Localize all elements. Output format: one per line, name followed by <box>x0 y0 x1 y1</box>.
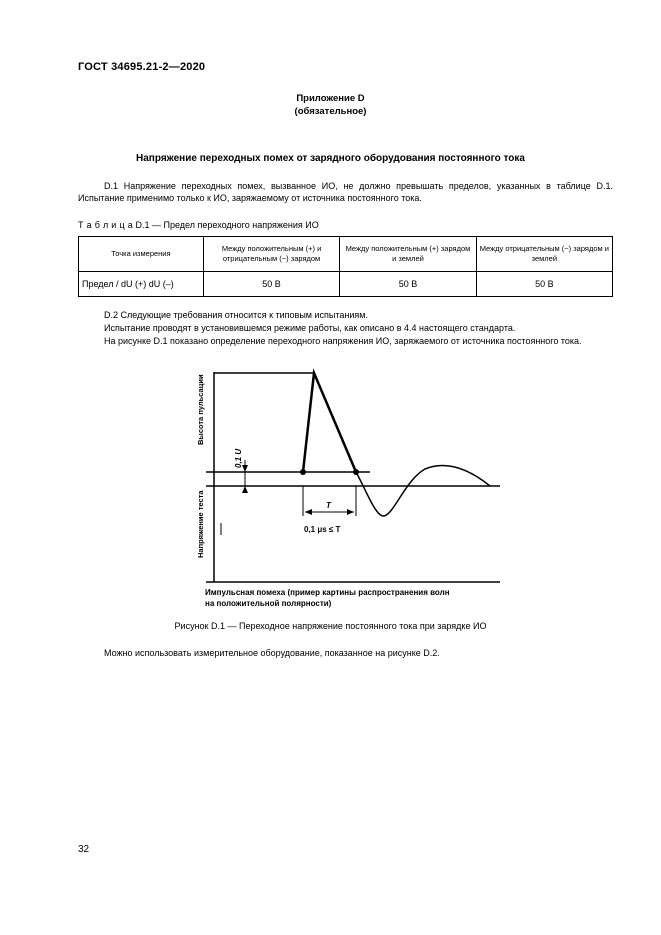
figure-note-line1: Импульсная помеха (пример картины распространения волн <box>205 588 450 597</box>
pulse-shape <box>303 373 356 472</box>
table-header-cell: Между положительным (+) зарядом и землей <box>340 237 476 272</box>
pulse-start-dot <box>300 469 306 475</box>
annex-status: (обязательное) <box>294 106 367 117</box>
table-cell: Предел / dU (+) dU (–) <box>79 272 204 297</box>
page-number: 32 <box>78 844 90 855</box>
paragraph-operating-mode: Испытание проводят в установившемся режиме работы, как описано в 4.4 настоящего стандарта. <box>104 323 516 333</box>
interval-label: T <box>326 501 331 510</box>
table-caption-text: D.1 — Предел переходного напряжения ИО <box>135 220 319 230</box>
level-label: 0,1 U <box>234 448 243 468</box>
annex-title: Приложение D <box>296 93 365 104</box>
table-cell: 50 В <box>340 272 476 297</box>
table-header-cell: Между отрицательным (−) зарядом и землей <box>476 237 612 272</box>
arrow-head-left <box>305 509 312 515</box>
figure-caption: Рисунок D.1 — Переходное напряжение постоянного тока при зарядке ИО <box>174 621 487 631</box>
figure-note-line2: на положительной полярности) <box>205 599 332 608</box>
table-header-cell: Точка измерения <box>79 237 204 272</box>
section-title: Напряжение переходных помех от зарядного оборудования постоянного тока <box>136 153 525 164</box>
table-caption-label: Т а б л и ц а <box>78 220 133 230</box>
paragraph-d1: D.1 Напряжение переходных помех, вызванное ИО, не должно превышать пределов, указанных в таблице D.1. Испытание применимо только к ИО, заряжаемому от источника постоянного тока. <box>78 181 613 203</box>
damped-oscillation <box>356 466 490 516</box>
paragraph-equipment: Можно использовать измерительное оборудование, показанное на рисунке D.2. <box>104 648 440 658</box>
arrow-head-right <box>347 509 354 515</box>
table-cell: 50 В <box>476 272 612 297</box>
table-cell: 50 В <box>203 272 339 297</box>
standard-designation: ГОСТ 34695.21-2—2020 <box>78 61 206 73</box>
pulse-end-dot <box>353 469 359 475</box>
test-voltage-label: Напряжение теста <box>196 490 205 558</box>
condition-label: 0,1 μs ≤ T <box>304 525 341 534</box>
paragraph-d2: D.2 Следующие требования относится к типовым испытаниям. <box>104 310 368 320</box>
table-header-cell: Между положительным (+) и отрицательным (−) зарядом <box>203 237 339 272</box>
pulse-height-label: Высота пульсации <box>196 374 205 445</box>
arrow-head-up <box>242 486 248 493</box>
paragraph-figure-ref: На рисунке D.1 показано определение переходного напряжения ИО, заряжаемого от источника постоянного тока. <box>104 336 582 346</box>
